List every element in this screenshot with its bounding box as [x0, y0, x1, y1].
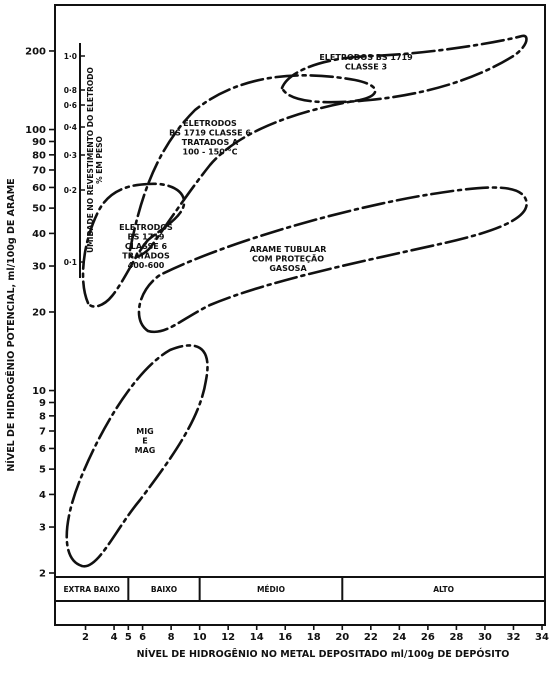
y-tick-label: 200	[25, 46, 46, 58]
inset-axis-label-line-2: % EM PESO	[95, 136, 104, 184]
x-tick-label: 28	[449, 632, 464, 643]
inset-tick-label: 0·1	[63, 258, 77, 267]
x-tick-label: 6	[139, 632, 147, 643]
zone-label-3: MÉDIO	[256, 585, 285, 594]
region-labels	[119, 53, 413, 455]
x-tick-label: 4	[110, 632, 118, 643]
region-mig-mag-outline	[67, 345, 208, 566]
y-tick-label: 5	[39, 464, 46, 476]
region-blobs	[67, 36, 527, 566]
y-tick-label: 70	[32, 165, 46, 177]
y-tick-label: 6	[39, 443, 46, 455]
y-axis-ticks	[25, 46, 55, 579]
y-tick-label: 4	[39, 489, 46, 501]
region-label-3-line-4: 100 - 150 °C	[182, 147, 238, 157]
inset-tick-label: 0·6	[63, 101, 77, 110]
x-tick-label: 32	[506, 632, 521, 643]
zone-label-4: ALTO	[433, 585, 455, 594]
region-label-3-line-3: TRATADOS A	[181, 138, 239, 147]
region-label-3-line-2: BS 1719 CLASSE 6	[169, 128, 251, 138]
x-tick-label: 34	[535, 632, 549, 643]
region-label-5-line-1: ELETRODOS BS 1719	[319, 53, 413, 62]
x-tick-label: 2	[82, 632, 90, 643]
region-label-4-line-4: TRATADOS	[122, 251, 170, 261]
x-tick-label: 24	[392, 632, 407, 643]
region-label-1-line-3: MAG	[134, 446, 156, 455]
y-tick-label: 80	[32, 150, 46, 162]
region-label-4-line-5: 400-600	[127, 261, 165, 270]
x-tick-label: 30	[477, 632, 492, 643]
y-tick-label: 2	[39, 568, 46, 580]
inset-tick-label: 1·0	[63, 52, 77, 61]
region-label-4-line-1: ELETRODOS	[119, 223, 173, 232]
region-label-1-line-1: MIG	[136, 427, 154, 436]
region-label-2-line-1: ARAME TUBULAR	[249, 245, 327, 254]
zone-band	[55, 577, 545, 601]
x-tick-label: 10	[192, 632, 207, 643]
inset-moisture-axis	[64, 43, 104, 278]
region-flux-cored-outline	[139, 188, 527, 332]
y-tick-label: 3	[39, 522, 46, 534]
inset-tick-label: 0·2	[63, 186, 77, 195]
x-tick-label: 16	[278, 632, 293, 643]
y-tick-label: 100	[25, 125, 46, 137]
y-tick-label: 60	[32, 182, 46, 194]
x-tick-label: 12	[221, 632, 236, 643]
inset-tick-label: 0·3	[63, 151, 77, 160]
y-tick-label: 90	[32, 136, 46, 148]
x-tick-label: 20	[335, 632, 350, 643]
y-tick-label: 9	[39, 397, 46, 409]
inset-tick-label: 0·4	[63, 123, 77, 132]
region-label-2-line-3: GASOSA	[269, 264, 307, 273]
y-tick-label: 7	[39, 426, 46, 438]
region-label-1-line-2: E	[142, 436, 148, 446]
region-label-4-line-3: CLASSE 6	[124, 242, 168, 251]
x-axis-ticks	[82, 625, 549, 643]
zone-label-1: EXTRA BAIXO	[63, 585, 120, 594]
y-tick-label: 20	[32, 307, 46, 319]
x-tick-label: 22	[363, 632, 378, 643]
region-label-3-line-1: ELETRODOS	[183, 119, 237, 128]
x-tick-label: 14	[249, 632, 264, 643]
y-tick-label: 50	[32, 203, 46, 215]
region-class3-outline	[282, 36, 526, 102]
x-tick-label: 18	[306, 632, 321, 643]
y-axis-label: NÍVEL DE HIDROGÊNIO POTENCIAL, ml/100g DE ARAME	[6, 178, 17, 472]
x-tick-label: 26	[420, 632, 435, 643]
zone-label-2: BAIXO	[150, 585, 178, 594]
region-label-5-line-2: CLASSE 3	[344, 62, 388, 72]
x-tick-label: 5	[124, 632, 132, 643]
y-tick-label: 8	[39, 411, 46, 423]
region-label-2-line-2: COM PROTEÇÃO	[251, 254, 325, 264]
y-tick-label: 10	[32, 386, 46, 398]
y-tick-label: 30	[32, 261, 46, 273]
inset-axis-label-line-1: UMIDADE NO REVESTIMENTO DO ELETRODO	[86, 67, 95, 253]
x-axis-label: NÍVEL DE HIDROGÊNIO NO METAL DEPOSITADO ml/100g DE DEPÓSITO	[136, 649, 510, 660]
region-label-4-line-2: BS 1719	[127, 232, 165, 242]
inset-tick-label: 0·8	[63, 86, 77, 95]
x-tick-label: 8	[167, 632, 175, 643]
y-tick-label: 40	[32, 228, 46, 240]
